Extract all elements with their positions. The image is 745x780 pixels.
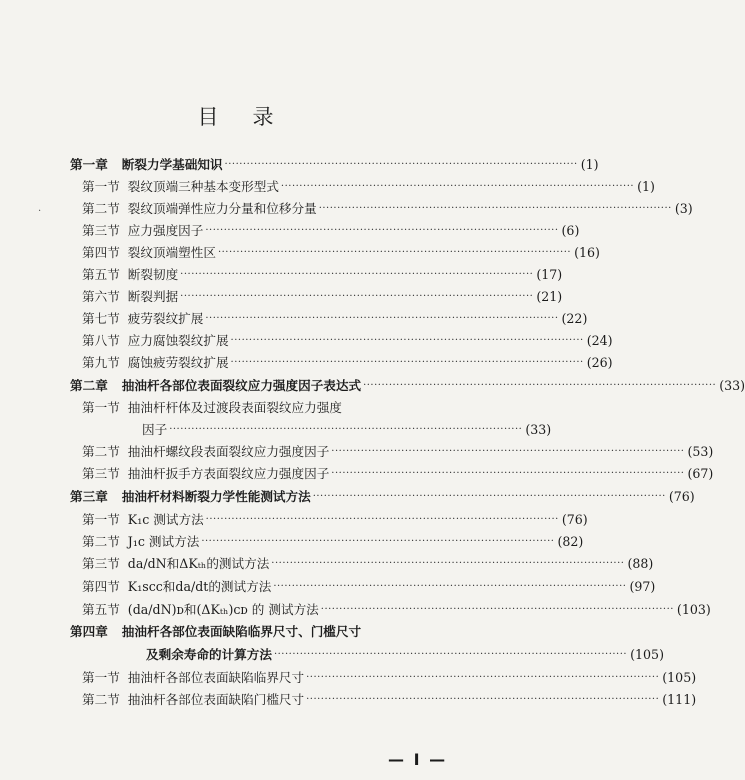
toc-chapter-row[interactable]: [146, 644, 664, 666]
toc-number: 第三节: [82, 223, 120, 238]
toc-number: 第八节: [82, 333, 120, 348]
toc-leader-dots: ································································································: [205, 225, 559, 236]
toc-number: 第四节: [82, 245, 120, 260]
close-paren: ): [708, 466, 714, 481]
toc-number: 第三节: [82, 466, 120, 481]
toc-chapter-row[interactable]: [70, 486, 695, 508]
toc-leader-dots: ································································································: [331, 468, 685, 479]
toc-title: 抽油杆杆体及过渡段表面裂纹应力强度: [127, 400, 342, 415]
toc-chapter-row[interactable]: [70, 375, 745, 397]
toc-page-number: [557, 531, 583, 553]
open-paren: (: [630, 647, 636, 662]
scan-speck: .: [38, 203, 42, 214]
toc-title: 断裂韧度: [127, 267, 179, 282]
close-paren: ): [593, 157, 599, 172]
page-number-value: 105: [667, 670, 692, 685]
toc-leader-dots: ································································································: [363, 380, 717, 391]
close-paren: ): [705, 602, 711, 617]
page-number-value: 22: [566, 311, 583, 326]
toc-section-row[interactable]: [82, 330, 613, 352]
toc-number: 第二节: [82, 534, 120, 549]
close-paren: ): [691, 692, 697, 707]
toc-number: 第五节: [82, 602, 120, 617]
toc-page-number: [677, 599, 711, 621]
close-paren: ): [648, 556, 654, 571]
toc-leader-dots: ································································································: [320, 604, 674, 615]
open-paren: (: [719, 378, 725, 393]
toc-leader-dots: ································································································: [217, 247, 572, 258]
toc-number: 第二节: [82, 201, 120, 216]
close-paren: ): [582, 311, 588, 326]
close-paren: ): [557, 267, 563, 282]
close-paren: ): [607, 333, 613, 348]
toc-leader-dots: ································································································: [306, 672, 660, 683]
close-paren: ): [650, 179, 655, 194]
open-paren: (: [662, 692, 668, 707]
toc-title: 抽油杆各部位表面缺陷门槛尺寸: [127, 692, 305, 707]
toc-number: 第一章: [70, 157, 108, 172]
toc-title: 抽油杆螺纹段表面裂纹应力强度因子: [127, 444, 330, 459]
toc-page-number: [581, 154, 599, 176]
toc-page-number: [675, 198, 693, 220]
toc-title: da/dN和ΔKₜₕ的测试方法: [127, 556, 270, 571]
close-paren: ): [546, 422, 552, 437]
toc-title: 抽油杆各部位表面裂纹应力强度因子表达式: [121, 378, 362, 393]
toc-title: J₁c 测试方法: [127, 534, 200, 549]
toc-page-number: [536, 264, 562, 286]
toc-page-number: [562, 308, 588, 330]
open-paren: (: [561, 311, 567, 326]
toc-chapter-row[interactable]: [70, 621, 432, 643]
toc-page-number: [562, 509, 588, 531]
page-number-value: 1: [585, 157, 594, 172]
toc-chapter-row[interactable]: [70, 154, 599, 176]
page-number-value: 24: [591, 333, 608, 348]
toc-number: 第一节: [82, 400, 120, 415]
page-number-value: 6: [566, 223, 575, 238]
toc-title: (da/dN)ᴅ和(ΔKₜₕ)ᴄᴅ 的 测试方法: [127, 602, 319, 617]
toc-section-row[interactable]: [82, 308, 588, 330]
toc-leader-dots: ································································································: [180, 269, 534, 280]
toc-section-row[interactable]: [82, 176, 655, 198]
open-paren: (: [557, 534, 563, 549]
open-paren: (: [586, 333, 592, 348]
page-number-value: 21: [541, 289, 558, 304]
toc-title: 应力强度因子: [127, 223, 204, 238]
open-paren: (: [674, 201, 680, 216]
open-paren: (: [561, 223, 567, 238]
toc-number: 第四节: [82, 579, 120, 594]
page-number-value: 76: [566, 512, 583, 527]
toc-leader-dots: ································································································: [201, 536, 555, 547]
close-paren: ): [691, 670, 697, 685]
page-number-value: 88: [632, 556, 649, 571]
toc-leader-dots: ································································································: [169, 424, 523, 435]
toc-number: 第三章: [70, 489, 108, 504]
toc-title: 断裂力学基础知识: [121, 157, 223, 172]
open-paren: (: [536, 289, 542, 304]
toc-section-row[interactable]: [82, 220, 580, 242]
toc-title: 疲劳裂纹扩展: [127, 311, 204, 326]
toc-section-row[interactable]: [82, 599, 711, 621]
toc-page-number: [662, 667, 696, 689]
page-number-value: 67: [692, 466, 709, 481]
close-paren: ): [574, 223, 580, 238]
toc-title: 及剩余寿命的计算方法: [146, 647, 272, 662]
toc-number: 第一节: [82, 512, 120, 527]
toc-page-number: [525, 419, 551, 441]
open-paren: (: [561, 512, 567, 527]
toc-section-row[interactable]: [142, 419, 552, 441]
toc-page-number: [536, 286, 562, 308]
toc-page-number: [719, 375, 745, 397]
toc-number: 第二节: [82, 444, 120, 459]
page-number-value: 53: [692, 444, 709, 459]
toc-number: 第二节: [82, 692, 120, 707]
toc-title: 腐蚀疲劳裂纹扩展: [127, 355, 229, 370]
toc-section-row[interactable]: [82, 667, 697, 689]
page-number-value: 3: [679, 201, 688, 216]
toc-leader-dots: ································································································: [180, 291, 534, 302]
toc-page-number: [662, 689, 696, 711]
page-number-value: 1: [641, 179, 650, 194]
page-number-value: 17: [541, 267, 558, 282]
toc-leader-dots: ································································································: [306, 694, 660, 705]
toc-number: 第一节: [82, 179, 120, 194]
page-title: 目录: [197, 105, 308, 129]
page-number-value: 97: [634, 579, 651, 594]
open-paren: (: [574, 245, 580, 260]
open-paren: (: [687, 466, 693, 481]
toc-title: K₁c 测试方法: [127, 512, 204, 527]
toc-leader-dots: ································································································: [318, 203, 672, 214]
close-paren: ): [659, 647, 664, 662]
close-paren: ): [740, 378, 745, 393]
close-paren: ): [687, 201, 693, 216]
toc-page-number: [630, 644, 664, 666]
toc-leader-dots: ································································································: [280, 181, 635, 192]
page-number-value: 111: [667, 692, 692, 707]
toc-title: 因子: [142, 422, 168, 437]
toc-section-row[interactable]: [82, 509, 588, 531]
toc-leader-dots: ································································································: [273, 581, 627, 592]
toc-leader-dots: ································································································: [230, 335, 584, 346]
page-number-value: 26: [591, 355, 608, 370]
close-paren: ): [708, 444, 714, 459]
toc-number: 第四章: [70, 624, 108, 639]
page-number-value: 82: [562, 534, 579, 549]
toc-page-number: [627, 553, 653, 575]
open-paren: (: [629, 579, 635, 594]
toc-page-number: [587, 352, 613, 374]
close-paren: ): [582, 512, 588, 527]
page-number-value: 33: [724, 378, 741, 393]
toc-title: 裂纹顶端塑性区: [127, 245, 216, 260]
toc-title: K₁scc和da/dt的测试方法: [127, 579, 272, 594]
page-folio: — I —: [388, 750, 448, 769]
toc-leader-dots: ································································································: [312, 491, 666, 502]
toc-title: 裂纹顶端三种基本变形型式: [127, 179, 279, 194]
toc-page-number: [669, 486, 695, 508]
toc-page-number: [562, 220, 580, 242]
toc-page-number: [687, 441, 713, 463]
toc-title: 抽油杆扳手方表面裂纹应力强度因子: [127, 466, 330, 481]
toc-leader-dots: ································································································: [205, 313, 559, 324]
page-number-value: 103: [681, 602, 706, 617]
toc-number: 第六节: [82, 289, 120, 304]
toc-number: 第九节: [82, 355, 120, 370]
toc-leader-dots: ································································································: [331, 446, 685, 457]
toc-section-row[interactable]: [82, 463, 714, 485]
toc-title: 抽油杆各部位表面缺陷临界尺寸、门槛尺寸: [121, 624, 362, 639]
close-paren: ): [689, 489, 695, 504]
open-paren: (: [586, 355, 592, 370]
page-number-value: 33: [530, 422, 547, 437]
close-paren: ): [607, 355, 613, 370]
toc-leader-dots: ································································································: [271, 558, 625, 569]
toc-section-row[interactable]: [82, 441, 714, 463]
open-paren: (: [525, 422, 531, 437]
open-paren: (: [676, 602, 682, 617]
close-paren: ): [650, 579, 656, 594]
open-paren: (: [580, 157, 586, 172]
toc-section-row[interactable]: [82, 242, 600, 264]
close-paren: ): [557, 289, 563, 304]
toc-section-row[interactable]: [82, 397, 432, 419]
close-paren: ): [578, 534, 584, 549]
toc-section-row[interactable]: [82, 286, 563, 308]
toc-number: 第二章: [70, 378, 108, 393]
open-paren: (: [536, 267, 542, 282]
toc-page-number: [587, 330, 613, 352]
page-number-value: 16: [579, 245, 596, 260]
toc-number: 第五节: [82, 267, 120, 282]
toc-page-number: [629, 576, 655, 598]
toc-section-row[interactable]: [82, 198, 693, 220]
toc-title: 裂纹顶端弹性应力分量和位移分量: [127, 201, 317, 216]
toc-page-number: [637, 176, 655, 198]
toc-page-number: [687, 463, 713, 485]
toc-number: 第三节: [82, 556, 120, 571]
page-number-value: 105: [635, 647, 660, 662]
toc-section-row[interactable]: [82, 576, 656, 598]
toc-title: 应力腐蚀裂纹扩展: [127, 333, 229, 348]
open-paren: (: [662, 670, 668, 685]
open-paren: (: [637, 179, 642, 194]
page-number-value: 76: [673, 489, 690, 504]
toc-section-row[interactable]: [82, 531, 584, 553]
toc-number: 第一节: [82, 670, 120, 685]
toc-title: 抽油杆各部位表面缺陷临界尺寸: [127, 670, 305, 685]
toc-section-row[interactable]: [82, 553, 654, 575]
toc-section-row[interactable]: [82, 689, 697, 711]
toc-page-number: [574, 242, 600, 264]
toc-number: 第七节: [82, 311, 120, 326]
toc-leader-dots: ································································································: [273, 649, 628, 660]
toc-leader-dots: ································································································: [224, 159, 578, 170]
toc-leader-dots: ································································································: [230, 357, 584, 368]
open-paren: (: [668, 489, 674, 504]
close-paren: ): [595, 245, 600, 260]
toc-title: 抽油杆材料断裂力学性能测试方法: [121, 489, 311, 504]
toc-leader-dots: ································································································: [205, 514, 559, 525]
toc-section-row[interactable]: [82, 264, 563, 286]
toc-section-row[interactable]: [82, 352, 613, 374]
open-paren: (: [627, 556, 633, 571]
open-paren: (: [687, 444, 693, 459]
toc-title: 断裂判据: [127, 289, 179, 304]
